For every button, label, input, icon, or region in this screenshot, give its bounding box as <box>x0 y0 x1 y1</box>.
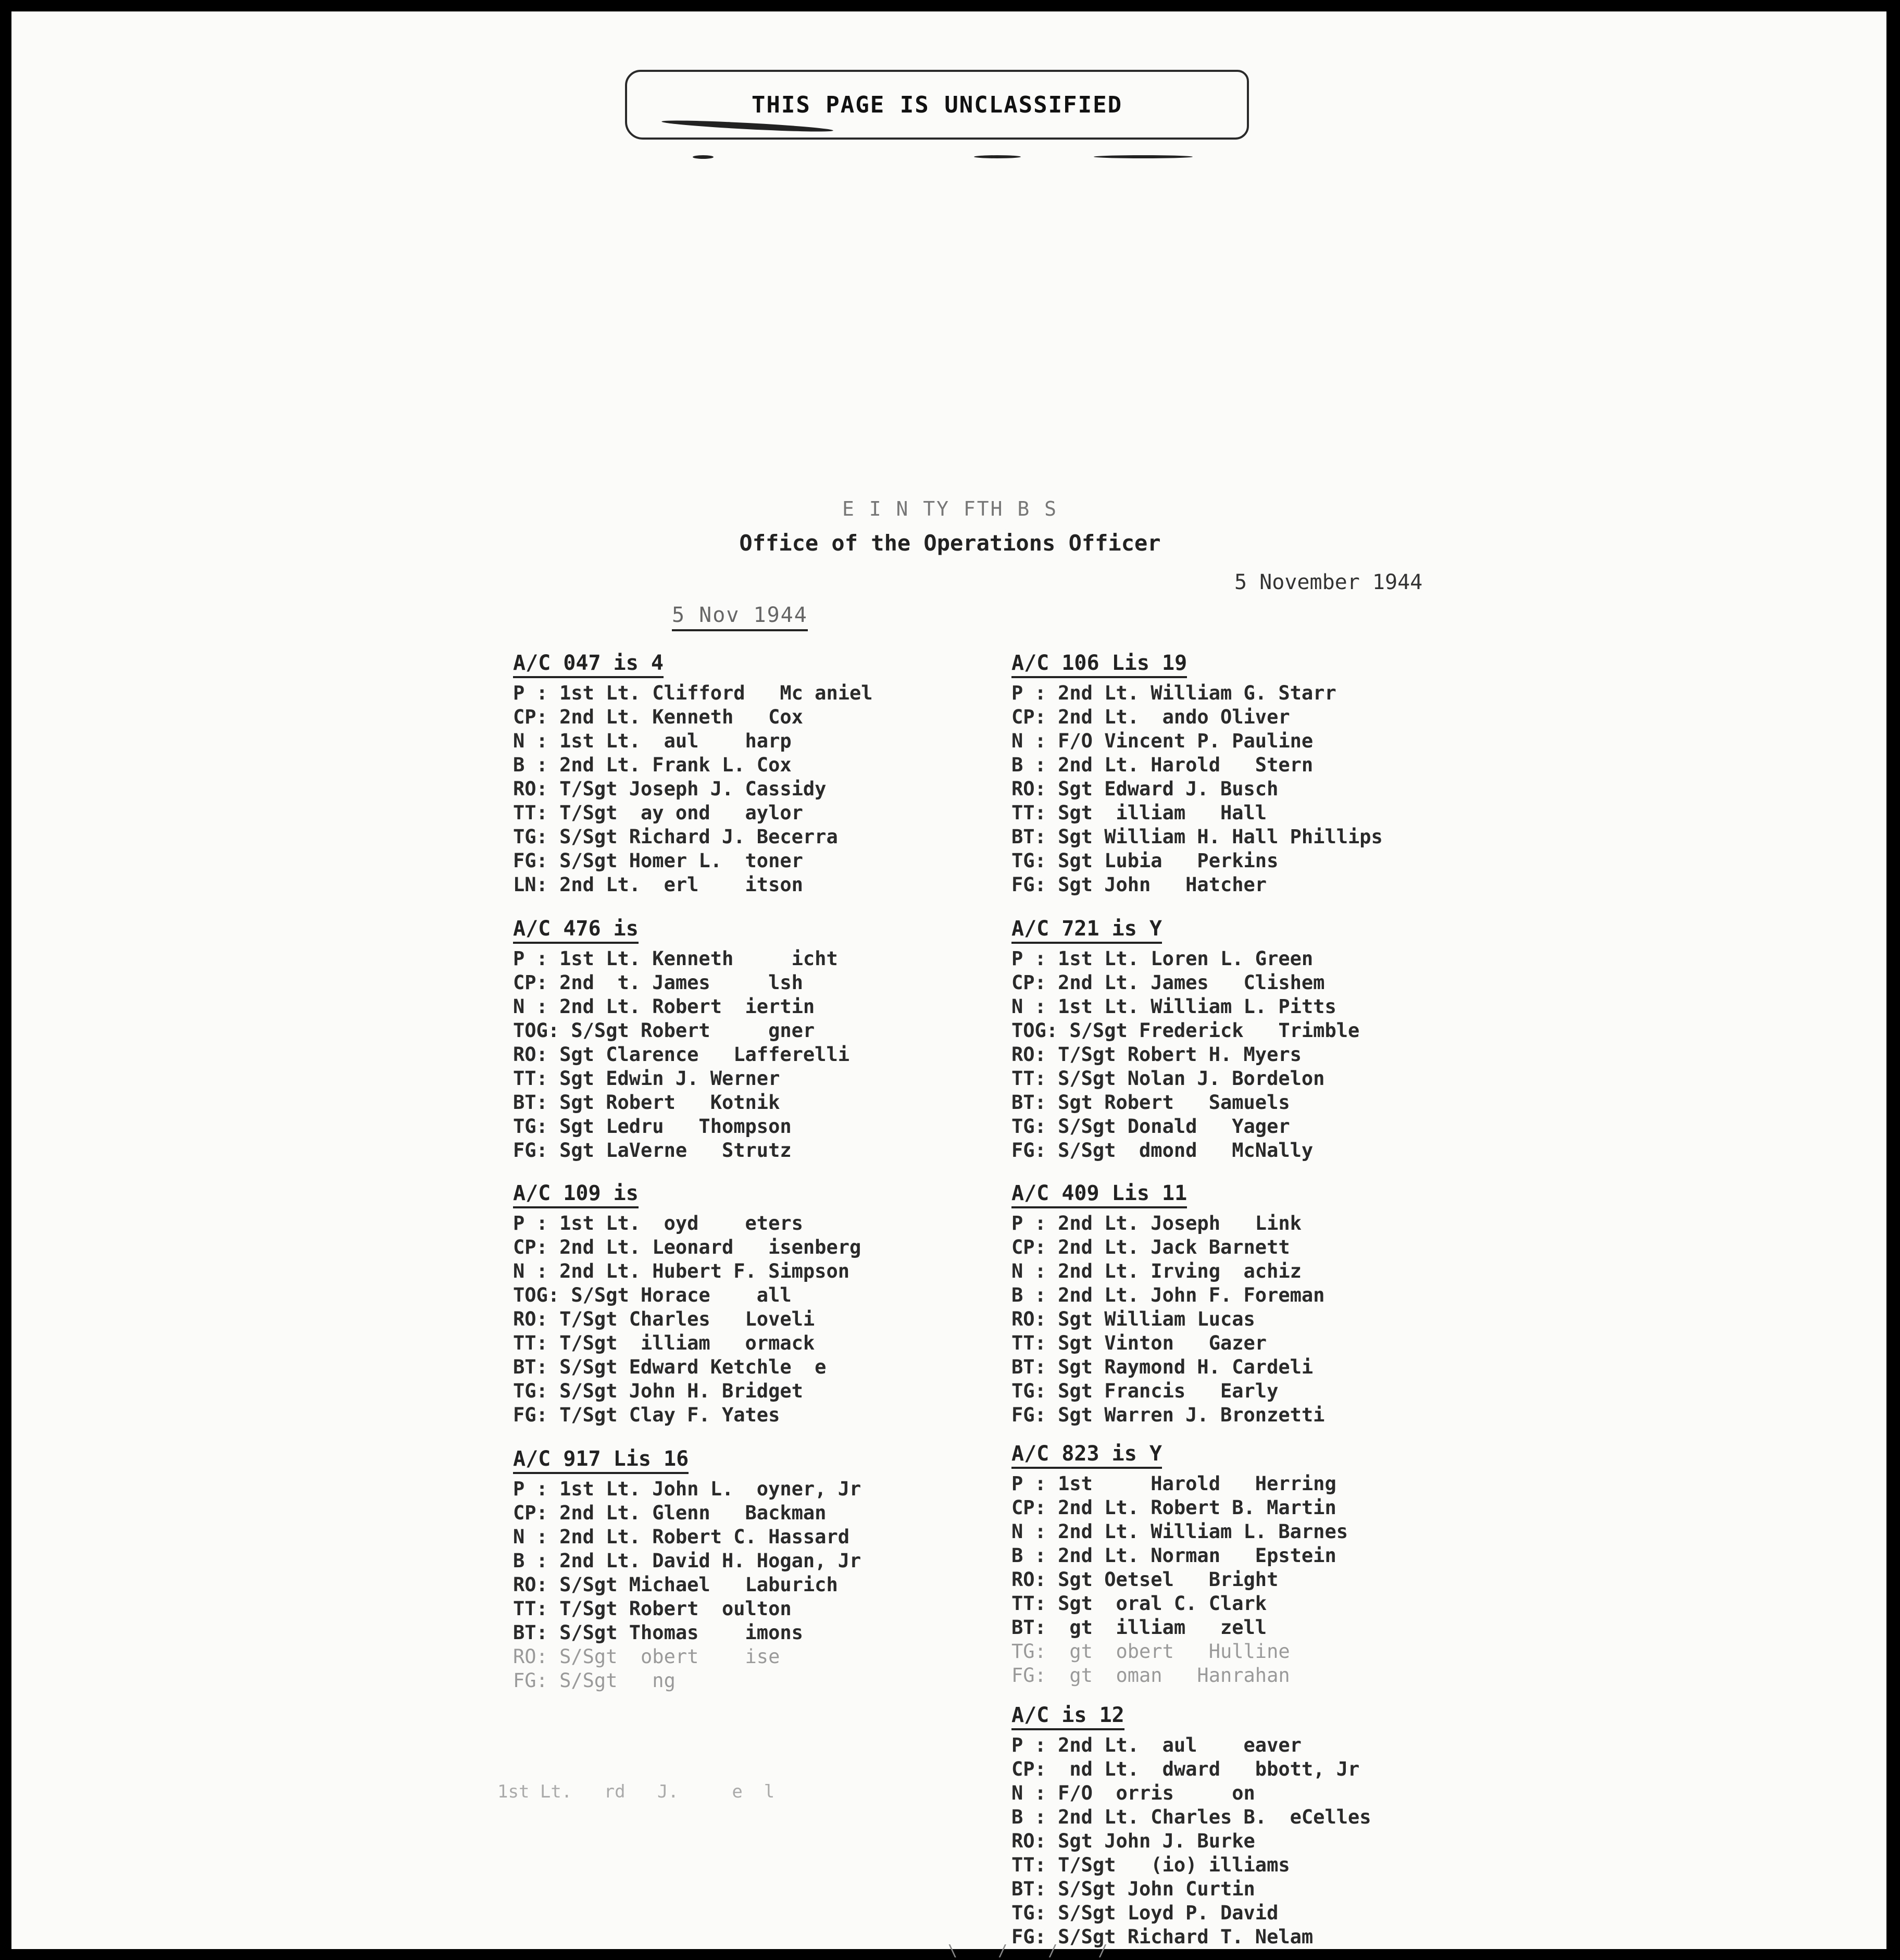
crew-member: BT: S/Sgt Thomas imons <box>513 1621 803 1644</box>
crew-member: P : 2nd Lt. aul eaver <box>1011 1734 1302 1756</box>
crew-member: P : 1st Lt. oyd eters <box>513 1212 803 1234</box>
crew-member: CP: 2nd t. James lsh <box>513 971 803 994</box>
crew-member: BT: Sgt Robert Samuels <box>1011 1091 1290 1114</box>
crew-member: B : 2nd Lt. David H. Hogan, Jr <box>513 1550 861 1572</box>
crew-block <box>1011 1703 1480 1949</box>
crew-heading: A/C 917 Lis 16 <box>513 1447 689 1474</box>
crew-list <box>513 1212 982 1427</box>
crew-member: RO: Sgt John J. Burke <box>1011 1830 1255 1852</box>
crew-member: P : 2nd Lt. William G. Starr <box>1011 682 1336 704</box>
crew-list <box>1011 681 1480 897</box>
crew-member: TT: Sgt oral C. Clark <box>1011 1592 1267 1615</box>
crew-member: TT: T/Sgt ay ond aylor <box>513 802 803 824</box>
faded-line: FG: gt oman Hanrahan <box>1011 1664 1290 1687</box>
crew-member: LN: 2nd Lt. erl itson <box>513 873 803 896</box>
crew-member: FG: T/Sgt Clay F. Yates <box>513 1404 780 1426</box>
crew-member: BT: Sgt William H. Hall Phillips <box>1011 826 1383 848</box>
crew-heading: A/C 047 is 4 <box>513 651 664 678</box>
stamp-text: THIS PAGE IS UNCLASSIFIED <box>751 91 1123 118</box>
crew-member: P : 1st Lt. Clifford Mc aniel <box>513 682 873 704</box>
crew-member: TT: T/Sgt (io) illiams <box>1011 1854 1290 1876</box>
crew-block <box>1011 651 1480 897</box>
crew-member: P : 1st Lt. Loren L. Green <box>1011 947 1314 970</box>
crew-heading: A/C is 12 <box>1011 1703 1124 1730</box>
crew-block <box>513 1181 982 1427</box>
crew-member: CP: 2nd Lt. Leonard isenberg <box>513 1236 861 1258</box>
crew-member: P : 1st Lt. John L. oyner, Jr <box>513 1478 861 1500</box>
crew-member: N : F/O orris on <box>1011 1782 1255 1804</box>
organization-header: E I N TY FTH B S <box>842 497 1058 520</box>
crew-list <box>1011 1472 1480 1640</box>
faded-line: RO: S/Sgt obert ise <box>513 1645 780 1668</box>
crew-list <box>1011 1212 1480 1427</box>
crew-member: CP: nd Lt. dward bbott, Jr <box>1011 1758 1360 1780</box>
crew-member: TG: S/Sgt Richard J. Becerra <box>513 826 838 848</box>
office-header: Office of the Operations Officer <box>739 530 1161 556</box>
crew-member: TOG: S/Sgt Robert gner <box>513 1019 815 1042</box>
crew-member: BT: Sgt Raymond H. Cardeli <box>1011 1356 1314 1378</box>
crew-member: CP: 2nd Lt. Glenn Backman <box>513 1502 827 1524</box>
crew-member: TT: T/Sgt illiam ormack <box>513 1332 815 1354</box>
crew-list <box>513 947 982 1163</box>
crew-member: BT: S/Sgt Edward Ketchle e <box>513 1356 827 1378</box>
crew-member: N : 2nd Lt. Robert iertin <box>513 995 815 1018</box>
signature-line <box>497 1807 529 1828</box>
crew-member: RO: S/Sgt Michael Laburich <box>513 1574 838 1596</box>
ink-smudge <box>693 155 714 159</box>
crew-member: B : 2nd Lt. Norman Epstein <box>1011 1544 1336 1567</box>
crew-member: N : 1st Lt. William L. Pitts <box>1011 995 1336 1018</box>
crew-heading: A/C 721 is Y <box>1011 917 1162 944</box>
crew-member: CP: 2nd Lt. Robert B. Martin <box>1011 1496 1336 1519</box>
crew-member: TG: Sgt Ledru Thompson <box>513 1115 792 1138</box>
crew-member: FG: Sgt John Hatcher <box>1011 873 1267 896</box>
crew-member: B : 2nd Lt. Charles B. eCelles <box>1011 1806 1371 1828</box>
crew-member: N : 1st Lt. aul harp <box>513 730 792 752</box>
crew-block <box>1011 1442 1480 1688</box>
crew-member: P : 1st Harold Herring <box>1011 1472 1336 1495</box>
crew-member: RO: T/Sgt Joseph J. Cassidy <box>513 778 827 800</box>
crew-member: P : 2nd Lt. Joseph Link <box>1011 1212 1302 1234</box>
crew-member: TG: S/Sgt John H. Bridget <box>513 1380 803 1402</box>
page-footer-marks: \ / / / <box>948 1942 1123 1960</box>
crew-member: RO: T/Sgt Charles Loveli <box>513 1308 815 1330</box>
faded-line: TG: gt obert Hulline <box>1011 1640 1290 1663</box>
faded-line: FG: S/Sgt ng <box>513 1669 734 1692</box>
crew-member: CP: 2nd Lt. Jack Barnett <box>1011 1236 1290 1258</box>
crew-member: B : 2nd Lt. John F. Foreman <box>1011 1284 1325 1306</box>
crew-member: N : 2nd Lt. Robert C. Hassard <box>513 1526 850 1548</box>
crew-member: BT: gt illiam zell <box>1011 1616 1267 1639</box>
crew-list <box>513 681 982 897</box>
crew-member: FG: S/Sgt Richard T. Nelam <box>1011 1926 1314 1948</box>
crew-member: N : 2nd Lt. William L. Barnes <box>1011 1520 1348 1543</box>
document-date: 5 November 1944 <box>1234 570 1423 594</box>
crew-heading: A/C 823 is Y <box>1011 1442 1162 1469</box>
crew-block <box>513 651 982 897</box>
crew-member: TT: S/Sgt Nolan J. Bordelon <box>1011 1067 1325 1090</box>
crew-member: BT: Sgt Robert Kotnik <box>513 1091 780 1114</box>
signature-block <box>497 1779 774 1831</box>
crew-member: RO: T/Sgt Robert H. Myers <box>1011 1043 1302 1066</box>
faded-crew-lines <box>513 1645 982 1693</box>
crew-member: CP: 2nd Lt. James Clishem <box>1011 971 1325 994</box>
crew-member: B : 2nd Lt. Harold Stern <box>1011 754 1314 776</box>
crew-member: N : 2nd Lt. Hubert F. Simpson <box>513 1260 850 1282</box>
crew-list <box>1011 947 1480 1163</box>
crew-list <box>513 1477 982 1645</box>
crew-heading: A/C 109 is <box>513 1181 639 1208</box>
crew-member: TG: S/Sgt Donald Yager <box>1011 1115 1290 1138</box>
crew-member: TT: Sgt Edwin J. Werner <box>513 1067 780 1090</box>
crew-member: TG: S/Sgt Loyd P. David <box>1011 1902 1279 1924</box>
crew-member: B : 2nd Lt. Frank L. Cox <box>513 754 792 776</box>
crew-member: TT: T/Sgt Robert oulton <box>513 1597 792 1620</box>
crew-member: RO: Sgt William Lucas <box>1011 1308 1255 1330</box>
crew-member: FG: S/Sgt dmond McNally <box>1011 1139 1314 1162</box>
ink-smudge <box>1094 155 1193 158</box>
crew-member: TOG: S/Sgt Horace all <box>513 1284 792 1306</box>
faded-crew-lines <box>1011 1640 1480 1688</box>
crew-block <box>1011 917 1480 1163</box>
crew-member: RO: Sgt Edward J. Busch <box>1011 778 1279 800</box>
document-title: 5 Nov 1944 <box>672 603 808 631</box>
crew-member: FG: Sgt Warren J. Bronzetti <box>1011 1404 1325 1426</box>
crew-member: TG: Sgt Lubia Perkins <box>1011 850 1279 872</box>
crew-member: TOG: S/Sgt Frederick Trimble <box>1011 1019 1360 1042</box>
crew-heading: A/C 476 is <box>513 917 639 944</box>
crew-heading: A/C 409 Lis 11 <box>1011 1181 1187 1208</box>
crew-member: TT: Sgt illiam Hall <box>1011 802 1267 824</box>
crew-block <box>1011 1181 1480 1427</box>
crew-member: FG: Sgt LaVerne Strutz <box>513 1139 792 1162</box>
crew-member: N : 2nd Lt. Irving achiz <box>1011 1260 1302 1282</box>
crew-member: CP: 2nd Lt. Kenneth Cox <box>513 706 803 728</box>
crew-member: N : F/O Vincent P. Pauline <box>1011 730 1314 752</box>
crew-member: TG: Sgt Francis Early <box>1011 1380 1279 1402</box>
crew-member: TT: Sgt Vinton Gazer <box>1011 1332 1267 1354</box>
crew-member: BT: S/Sgt John Curtin <box>1011 1878 1255 1900</box>
crew-block <box>513 1447 982 1693</box>
crew-block <box>513 917 982 1163</box>
unclassified-stamp <box>625 70 1249 140</box>
crew-member: P : 1st Lt. Kenneth icht <box>513 947 838 970</box>
crew-member: FG: S/Sgt Homer L. toner <box>513 850 803 872</box>
crew-heading: A/C 106 Lis 19 <box>1011 651 1187 678</box>
crew-list <box>1011 1733 1480 1949</box>
crew-member: CP: 2nd Lt. ando Oliver <box>1011 706 1290 728</box>
crew-member: RO: Sgt Oetsel Bright <box>1011 1568 1279 1591</box>
ink-smudge <box>974 155 1021 158</box>
crew-member: RO: Sgt Clarence Lafferelli <box>513 1043 850 1066</box>
signature-line: 1st Lt. rd J. e l <box>497 1781 775 1802</box>
